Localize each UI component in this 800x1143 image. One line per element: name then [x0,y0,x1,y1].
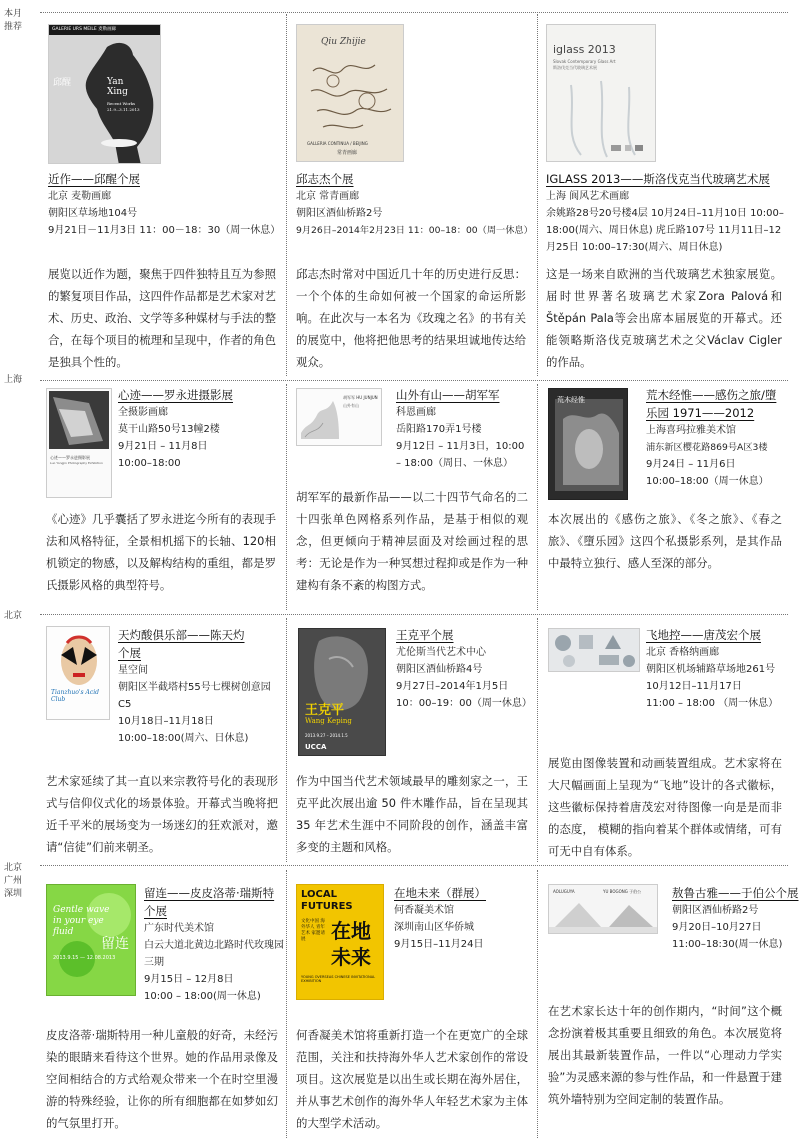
exhibition-info [296,170,534,239]
info-line: 莫干山路50号13幢2楼 [118,424,220,435]
info-line: 9月20日–10月27日 [672,922,762,933]
column-divider [537,384,538,610]
exhibition-title[interactable]: 敖鲁古雅——于伯公个展 [672,886,799,900]
info-line: 全摄影画廊 [118,407,168,418]
info-line: 何香凝美术馆 [394,905,454,916]
info-line: 11:00–18:30(周一休息) [672,939,783,950]
exhibition-title[interactable]: IGLASS 2013——斯洛伐克当代玻璃艺术展 [546,172,770,186]
poster-subtitle: Recent Works [107,101,136,106]
poster-cn-1: 在地 [331,919,371,943]
exhibition-description: 胡军军的最新作品——以二十四节气命名的二十四张单色网格系列作品，是基于相似的观念，但更倾向于精神层面及对绘画过程的思考：无论是作为一种冥想过程抑或是作为一种建构有条不紊的构图方式。 [296,490,528,592]
exhibition-info [394,884,534,953]
poster-dates: 2013.9.15 — 12.08.2013 [53,955,116,961]
poster-cn: 留连 [101,936,129,952]
poster-subtitle: 荒木经惟 [557,396,585,404]
exhibition-description: 皮皮洛蒂·瑞斯特用一种儿童般的好奇，未经污染的眼睛来看待这个世界。她的作品用录像及空间相结合的方式给观众带来一个在时空里漫游的特殊经验，让你的所有细胞都在如梦如幻的气氛里打开。 [46,1028,278,1130]
exhibition-poster [548,628,640,672]
poster-name-cn: 邱醒 [53,78,72,88]
exhibition-info [672,884,799,953]
row-divider [40,380,788,381]
info-line: 尤伦斯当代艺术中心 [396,647,486,658]
poster-subtitle-2: YU BOGONG 于伯公 [603,889,642,894]
poster-subtitle: Gentle wave in your eye fluid [53,905,110,937]
info-line: 岳阳路170弄1号楼 [396,424,482,435]
exhibition-title[interactable]: 山外有山——胡军军 [396,388,500,402]
exhibition-title[interactable]: 天灼酸俱乐部——陈天灼个展 [118,628,245,660]
exhibition-info [48,170,282,239]
info-line: 余姚路28号20号楼4层 10月24日–11月10日 10:00–18:00(周六、周日休息) 虎丘路107号 11月11日–12月25日 10:00–17:30(周六、周日休息) [546,208,784,253]
poster-brand: GALERIE URS MEILE 麦勒画廊 [52,27,117,32]
poster-side: 文化中国 海外华人 青年艺术 家邀请展 [301,919,325,942]
exhibition-info [396,626,534,712]
exhibition-description: 在艺术家长达十年的创作期内，“时间”这个概念扮演着极其重要且细致的角色。本次展览将展出其最新装置作品，一件以“心理动力学实验”为灵感来源的参与性作品，和一件悬置于建筑外墙特别为空间定制的装置作品。 [548,1004,782,1106]
row-divider [40,12,788,13]
row-divider [40,865,788,866]
exhibition-description: 展览以近作为题，聚焦于四件独特且互为参照的繁复项目作品，这四件作品都是艺术家对艺术、历史、政治、文学等多种媒材与手法的整合，在每个项目的梳理和呈现中，作者的角色是独具个性的。 [48,267,276,369]
info-line: 11:00 – 18:00 （周一休息） [646,698,779,709]
exhibition-title[interactable]: 荒木经惟——感伤之旅/墮乐园 1971——2012 [646,388,777,420]
poster-dates: 2013.9.27 – 2014.1.5 [305,733,348,738]
column-divider [286,870,287,1138]
exhibition-description: 本次展出的《感伤之旅》、《冬之旅》、《春之旅》、《墮乐园》这四个私摄影系列，是其作品中最特立独行、感人至深的部分。 [548,512,782,570]
exhibition-description: 邱志杰时常对中国近几十年的历史进行反思：一个个体的生命如何被一个国家的命运所影响。在此次与一本名为《玫瑰之名》的书有关的展览中，他将把他思考的结果坦诚地传达给观众。 [296,267,526,369]
row-divider [40,614,788,615]
info-line: 9月12日 – 11月3日，10:00 – 18:00（周日、一休息） [396,441,525,469]
exhibition-title[interactable]: 在地未来（群展） [394,886,486,900]
info-line: 科恩画廊 [396,407,436,418]
info-line: 10:00–18:00(周六、日休息) [118,733,249,744]
poster-brand: iglass 2013 [553,43,616,56]
exhibition-title[interactable]: 心迹——罗永进摄影展 [118,388,233,402]
poster-subtitle: Tianzhuo's Acid Club [51,689,99,703]
exhibition-poster [46,626,110,720]
info-line: 星空间 [118,665,148,676]
column-divider [537,14,538,376]
column-divider [286,14,287,376]
column-divider [286,384,287,610]
poster-brand: GALLERIA CONTINUA / BEIJING [307,141,368,146]
exhibition-info [546,170,784,256]
column-divider [537,870,538,1138]
column-divider [537,618,538,862]
exhibition-poster [548,884,658,934]
poster-en-2: FUTURES [301,901,353,912]
poster-subtitle: Slovak Contemporary Glass Art [553,59,616,64]
info-line: 北京 麦勒画廊 [48,191,112,202]
exhibition-description: 艺术家延续了其一直以来宗教符号化的表现形式与信仰仪式化的场景体验。开幕式当晚将把近千平米的展场变为一场迷幻的狂欢派对，邀请“信徒”们前来朝圣。 [46,774,278,854]
info-line: 朝阳区酒仙桥路4号 [396,664,483,675]
poster-subtitle-cn: 斯洛伐克当代玻璃艺术展 [553,65,597,70]
info-line: 朝阳区机场辅路草场地261号 [646,664,776,675]
exhibition-description: 展览由图像装置和动画装置组成。艺术家将在大尺幅画面上呈现为“飞地”设计的各式徽标，这些徽标保持着唐茂宏对待图像一向是是而非的态度， 模糊的指向着某个群体或情绪，可有可无中自有体系。 [548,756,782,858]
exhibition-description: 《心迹》几乎囊括了罗永进迄今所有的表现手法和风格特征，全景相机摇下的长轴、120相机锁定的物感，以及解构结构的重组，都是罗氏摄影风格的典型符号。 [46,512,276,592]
region-label: 北京 [4,611,23,621]
info-line: 9月27日–2014年1月5日 [396,681,509,692]
exhibition-poster [548,388,628,500]
info-line: 9月24日 – 11月6日 [646,459,736,470]
region-label: 上海 [4,375,23,385]
poster-subtitle-en: 山外有山 [343,403,359,408]
exhibition-poster [546,24,656,162]
info-line: 9月15日–11月24日 [394,939,484,950]
info-line: 北京 常青画廊 [296,191,360,202]
region-label: 本月 推荐 [4,9,23,32]
info-line: 10:00–18:00 [118,458,181,469]
info-line: 北京 香格纳画廊 [646,647,720,658]
exhibition-title[interactable]: 近作——邱醒个展 [48,172,140,186]
info-line: 广东时代美术馆 [144,923,214,934]
poster-subtitle-en: Luo Yongjin Photography Exhibition [50,461,103,465]
exhibition-info [144,884,284,1005]
info-line: 深圳南山区华侨城 [394,922,474,933]
info-line: 10月12日–11月17日 [646,681,742,692]
poster-en-1: LOCAL [301,889,337,900]
column-divider [286,618,287,862]
exhibition-info [646,386,786,490]
info-line: 朝阳区酒仙桥路2号 [296,208,383,219]
exhibition-info [118,626,282,747]
exhibition-title[interactable]: 飞地控——唐茂宏个展 [646,628,761,642]
poster-brand: UCCA [305,743,327,751]
exhibition-info [646,626,786,712]
exhibition-poster [46,884,136,996]
info-line: 上海喜玛拉雅美术馆 [646,425,736,436]
info-line: 9月15日 – 12月8日 [144,974,234,985]
info-line: 浦东新区樱花路869号A区3楼 [646,442,768,453]
region-label: 北京 广州 深圳 [4,863,23,899]
exhibition-poster [296,388,382,446]
info-line: 朝阳区半截塔村55号七棵树创意园C5 [118,682,271,710]
info-line: 白云大道北黄边北路时代玫瑰园三期 [144,940,284,968]
exhibition-poster [46,388,112,498]
exhibition-info [396,386,530,472]
info-line: 10:00 – 18:00(周一休息) [144,991,261,1002]
poster-name-en: Yan Xing [107,77,128,97]
poster-cn-2: 未来 [331,945,371,969]
info-line: 10:00–18:00（周一休息） [646,476,769,487]
exhibition-description: 何香凝美术馆将重新打造一个在更宽广的全球范围，关注和扶持海外华人艺术家创作的常设项目。这次展览是以出生或长期在海外居住，并从事艺术创作的海外华人年轻艺术家为主体的大型学术活动。 [296,1028,528,1130]
poster-subtitle: 心迹——罗永进摄影展 [50,455,90,460]
poster-name-en: Qiu Zhijie [321,37,366,47]
info-line: 上海 阆风艺术画廊 [546,191,630,202]
exhibition-title[interactable]: 邱志杰个展 [296,172,354,186]
exhibition-description: 作为中国当代艺术领域最早的雕刻家之一，王克平此次展出逾 50 件木雕作品，旨在呈现其 35 年艺术生涯中不同阶段的创作，涵盖丰富多变的主题和风格。 [296,774,528,854]
poster-footer: YOUNG OVERSEAS CHINESE INVITATIONAL EXHIBITION [301,975,376,983]
exhibition-poster [298,628,386,756]
poster-name-en: Wang Keping [305,717,352,725]
exhibition-title[interactable]: 王克平个展 [396,628,454,642]
info-line: 朝阳区草场地104号 [48,208,138,219]
poster-subtitle: 胡军军 HU JUNJUN [343,395,378,400]
exhibition-info [118,386,280,472]
info-line: 9月21日－11月3日 11：00－18：30（周一休息） [48,225,281,236]
poster-dates: 21.9.–3.11.2013 [107,107,140,112]
exhibition-poster [48,24,161,164]
exhibition-title[interactable]: 留连——皮皮洛蒂·瑞斯特个展 [144,886,275,918]
exhibition-poster [296,24,404,162]
info-line: 朝阳区酒仙桥路2号 [672,905,759,916]
poster-subtitle: 常青画廊 [337,150,358,156]
exhibition-poster [296,884,384,1000]
info-line: 10：00–19：00（周一休息） [396,698,532,709]
info-line: 9月26日–2014年2月23日 11：00–18：00（周一休息） [296,225,533,236]
poster-name-cn: 王克平 [305,703,345,718]
info-line: 9月21日 – 11月8日 [118,441,208,452]
exhibition-description: 这是一场来自欧洲的当代玻璃艺术独家展览。届时世界著名玻璃艺术家Zora Palová和Štěpán Pala等会出席本届展览的开幕式。还能领略斯洛伐克玻璃艺术之父Václav Cigler 的作品。 [546,267,782,369]
poster-subtitle: AOLUGUYA [553,889,575,894]
info-line: 10月18日–11月18日 [118,716,214,727]
